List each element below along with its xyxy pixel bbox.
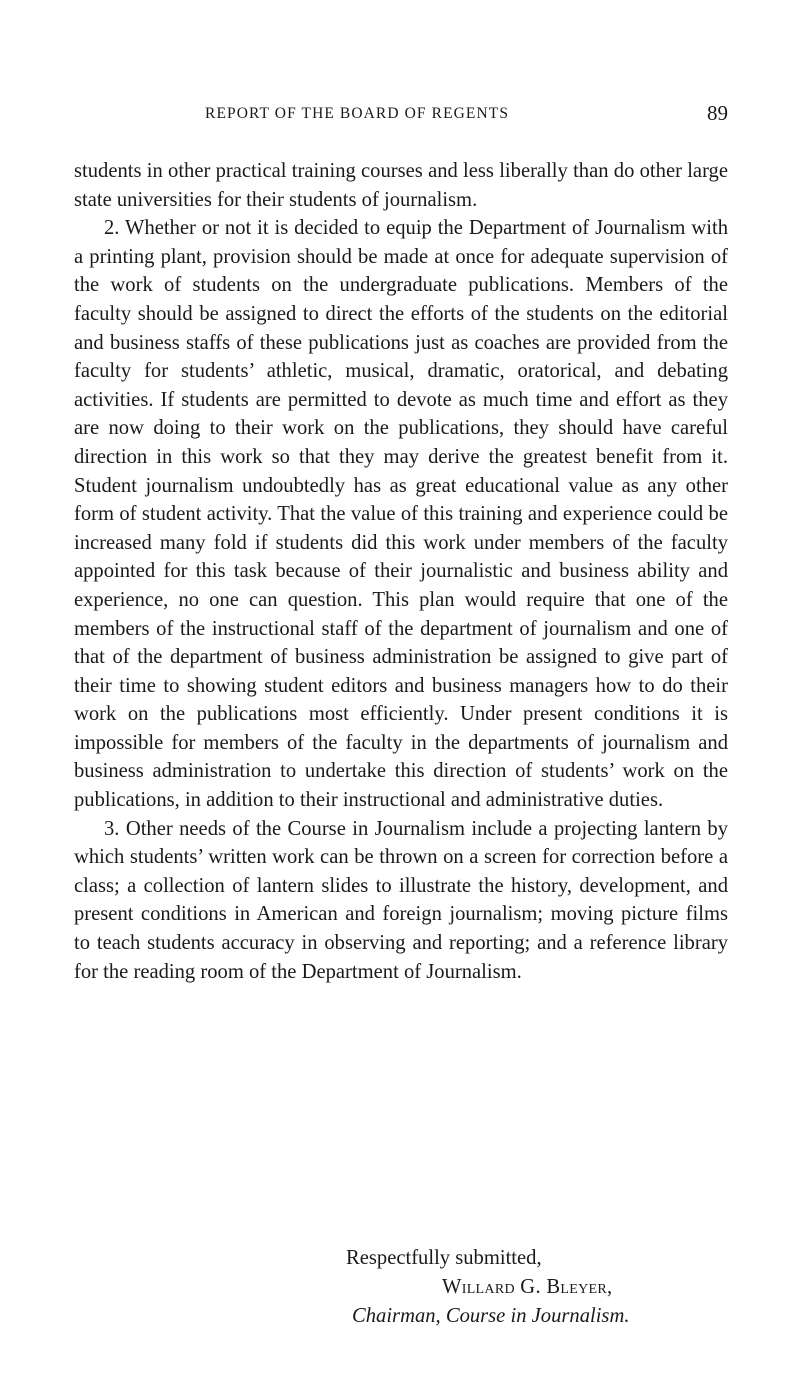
paragraph-item-2: 2. Whether or not it is decided to equip the Department of Journalism with a printing plant, provision should be made at once for adequate supervision of the work of students on the undergraduate publications. Members of the faculty should be assigned to direct the efforts of the students on the editorial and business staffs of these publications just as coaches are provided from the faculty for students’ athletic, musical, dramatic, oratorical, and debating activities. If students are permitted to devote as much time and effort as they are now doing to their work on the publications, they should have careful direction in this work so that they may derive the greatest benefit from it. Student journalism undoubtedly has as great educational value as any other form of student activity. That the value of this training and experience could be increased many fold if students did this work under members of the faculty appointed for this task because of their journalistic and business ability and experience, no one can question. This plan would require that one of the members of the instructional staff of the department of journalism and one of that of the department of business administration be assigned to give part of their time to showing student editors and business managers how to do their work on the publications most efficiently. Under present conditions it is impossible for members of the faculty in the departments of journalism and business administration to undertake this direction of students’ work on the publications, in addition to their instructional and administrative duties.	[74, 217, 728, 812]
body-text	[74, 157, 728, 986]
paragraph-item-3: 3. Other needs of the Course in Journalism include a projecting lantern by which students’ written work can be thrown on a screen for correction before a class; a collection of lantern slides to illustrate the history, development, and present conditions in American and foreign journalism; moving picture films to teach students accuracy in observing and reporting; and a reference library for the reading room of the Department of Journalism.	[74, 817, 728, 983]
signature-name: Willard G. Bleyer,	[442, 1276, 613, 1298]
signature-title: Chairman, Course in Journalism.	[352, 1305, 630, 1327]
paragraph-continuation: students in other practical training courses and less liberally than do other large state universities for their students of journalism.	[74, 160, 728, 211]
signature-closing: Respectfully submitted,	[346, 1247, 542, 1269]
running-head	[74, 101, 730, 131]
running-title: REPORT OF THE BOARD OF REGENTS	[205, 105, 510, 122]
signature-block	[340, 1244, 740, 1331]
page-number: 89	[707, 101, 728, 125]
